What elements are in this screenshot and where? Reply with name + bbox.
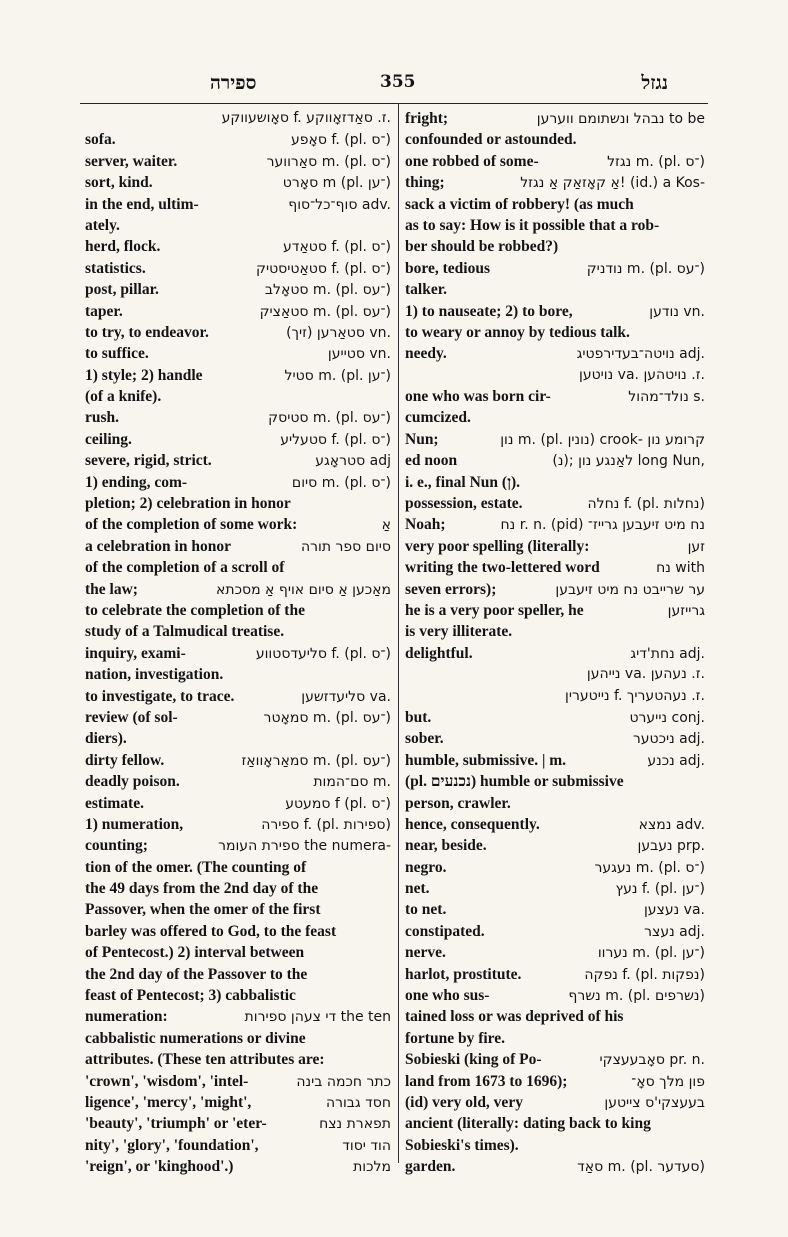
entry-line xyxy=(85,899,391,920)
entry-line xyxy=(85,664,391,685)
entry-line xyxy=(405,857,705,878)
hebrew-text: נשרף m. (pl. נשרפים) xyxy=(568,988,705,1005)
entry-line xyxy=(405,664,705,685)
entry-line xyxy=(85,686,391,707)
hebrew-text: נפקה f. (pl. נפקות) xyxy=(584,966,705,983)
english-text: pletion; 2) celebration in honor xyxy=(85,495,291,513)
english-text: is very illiterate. xyxy=(405,623,513,641)
entry-line xyxy=(85,536,391,557)
english-text: delightful. xyxy=(405,644,473,662)
english-text: net. xyxy=(405,880,430,898)
hebrew-text: נעץ f. (pl. ־ען) xyxy=(615,881,705,898)
hebrew-text: סטראָגע adj xyxy=(315,453,391,470)
hebrew-text: סאַד m. (pl. סעדער) xyxy=(577,1159,705,1176)
english-text: rush. xyxy=(85,409,120,427)
entry-line xyxy=(405,1092,705,1113)
english-text: 1) style; 2) handle xyxy=(85,366,203,384)
english-text: one robbed of some- xyxy=(405,152,539,170)
english-text: counting; xyxy=(85,837,148,855)
column-divider xyxy=(398,103,399,1163)
english-text: but. xyxy=(405,708,432,726)
header-rule xyxy=(80,103,708,104)
entry-line xyxy=(85,236,391,257)
hebrew-text: נון m. (pl. נונין) crook- קרומע נון xyxy=(500,431,705,448)
entry-line xyxy=(405,258,705,279)
hebrew-text: נולד־מהול s. xyxy=(628,389,705,406)
hebrew-text: ספירת העומר the numera- xyxy=(218,838,391,855)
left-running-head: ספירה xyxy=(210,72,257,94)
entry-line xyxy=(405,108,705,129)
entry-line xyxy=(405,450,705,471)
hebrew-text: מלכות xyxy=(353,1159,391,1176)
english-text: feast of Pentecost; 3) cabbalistic xyxy=(85,987,296,1005)
english-text: barley was offered to God, to the feast xyxy=(85,922,337,940)
right-running-head: נגזל xyxy=(641,72,668,94)
english-text: to suffice. xyxy=(85,345,149,363)
hebrew-text: סטאָלב m. (pl. ־עס) xyxy=(264,282,391,299)
entry-line xyxy=(85,343,391,364)
english-text: Passover, when the omer of the first xyxy=(85,901,321,919)
hebrew-text: (נ); לאַנגע נון long Nun, xyxy=(552,453,705,470)
hebrew-text: סמעטע f (pl. ־ס) xyxy=(285,795,391,812)
english-text: nity', 'glory', 'foundation', xyxy=(85,1136,259,1154)
hebrew-text: נערוו m. (pl. ־ען) xyxy=(597,945,705,962)
english-text: sober. xyxy=(405,730,444,748)
entry-line xyxy=(405,985,705,1006)
entry-line xyxy=(85,835,391,856)
english-text: taper. xyxy=(85,302,123,320)
hebrew-text: סמאָטר m. (pl. ־עס) xyxy=(263,709,391,726)
entry-line xyxy=(405,921,705,942)
english-text: one who was born cir- xyxy=(405,388,551,406)
hebrew-text: נודניק m. (pl. ־עס) xyxy=(586,260,705,277)
english-text: ceiling. xyxy=(85,430,132,448)
hebrew-text: נחלה f. (pl. נחלות) xyxy=(587,496,705,513)
entry-line xyxy=(85,172,391,193)
entry-line xyxy=(405,343,705,364)
english-text: i. e., final Nun (ן). xyxy=(405,473,521,491)
entry-line xyxy=(405,407,705,428)
english-text: sofa. xyxy=(85,131,116,149)
entry-line xyxy=(405,536,705,557)
entry-line xyxy=(405,707,705,728)
english-text: to weary or annoy by tedious talk. xyxy=(405,323,630,341)
entry-line xyxy=(85,514,391,535)
entry-line xyxy=(405,814,705,835)
english-text: he is a very poor speller, he xyxy=(405,601,584,619)
entry-line xyxy=(85,301,391,322)
english-text: ligence', 'mercy', 'might', xyxy=(85,1093,252,1111)
right-column xyxy=(405,108,705,1178)
hebrew-text: סטיל m. (pl. ־ען) xyxy=(284,367,391,384)
entry-line xyxy=(85,964,391,985)
entry-line xyxy=(85,365,391,386)
english-text: ately. xyxy=(85,216,120,234)
english-text: 'beauty', 'triumph' or 'eter- xyxy=(85,1115,267,1133)
entry-line xyxy=(85,600,391,621)
hebrew-text: כתר חכמה בינה xyxy=(296,1073,391,1090)
english-text: 1) to nauseate; 2) to bore, xyxy=(405,302,573,320)
english-text: Nun; xyxy=(405,430,439,448)
english-text: 1) numeration, xyxy=(85,815,184,833)
entry-line xyxy=(85,1156,391,1177)
entry-line xyxy=(405,172,705,193)
english-text: review (of sol- xyxy=(85,708,178,726)
english-text: to investigate, to trace. xyxy=(85,687,235,705)
entry-line xyxy=(405,750,705,771)
hebrew-text: נויטה־בעדירפטיג adj. xyxy=(576,346,705,363)
entry-line xyxy=(85,1092,391,1113)
english-text: server, waiter. xyxy=(85,152,178,170)
english-text: fright; xyxy=(405,110,449,127)
entry-line xyxy=(85,407,391,428)
entry-line xyxy=(405,472,705,493)
hebrew-text: נכנע adj. xyxy=(647,752,705,769)
entry-line xyxy=(85,493,391,514)
hebrew-text: נודען vn. xyxy=(649,303,705,320)
entry-line xyxy=(85,472,391,493)
entry-line xyxy=(405,899,705,920)
hebrew-text: פון מלך סאָ־ xyxy=(631,1073,705,1090)
entry-line xyxy=(405,600,705,621)
english-text: study of a Talmudical treatise. xyxy=(85,623,285,641)
english-text: cabbalistic numerations or divine xyxy=(85,1029,306,1047)
english-text: nation, investigation. xyxy=(85,666,224,684)
english-text: one who sus- xyxy=(405,987,490,1005)
english-text: writing the two-lettered word xyxy=(405,559,600,577)
english-text: ed noon xyxy=(405,452,458,470)
entry-line xyxy=(405,1156,705,1177)
hebrew-text: נח r. n. (pid) נח מיט זיעבען גרייז־ xyxy=(500,517,705,534)
entry-line xyxy=(85,621,391,642)
entry-line xyxy=(85,151,391,172)
hebrew-text: נמצא adv. xyxy=(638,816,705,833)
english-text: deadly poison. xyxy=(85,773,180,791)
entry-line xyxy=(85,1135,391,1156)
hebrew-text: נח with xyxy=(656,560,705,577)
english-text: fortune by fire. xyxy=(405,1029,506,1047)
english-text: cumcized. xyxy=(405,409,471,427)
entry-line xyxy=(85,878,391,899)
english-text: attributes. (These ten attributes are: xyxy=(85,1051,325,1069)
entry-line xyxy=(405,793,705,814)
english-text: Noah; xyxy=(405,516,446,534)
hebrew-text: אַ xyxy=(381,517,391,534)
entry-line xyxy=(405,1006,705,1027)
entry-line xyxy=(405,1071,705,1092)
entry-line xyxy=(85,322,391,343)
english-text: inquiry, exami- xyxy=(85,644,186,662)
hebrew-text: בעעצקי'ס צייטען xyxy=(604,1094,705,1111)
english-text: of the completion of some work: xyxy=(85,516,298,534)
entry-line xyxy=(85,750,391,771)
entry-line xyxy=(405,964,705,985)
english-text: statistics. xyxy=(85,259,146,277)
english-text: dirty fellow. xyxy=(85,751,165,769)
hebrew-text: סמאַראָוואַז m. (pl. ־עס) xyxy=(241,752,391,769)
english-text: numeration: xyxy=(85,1008,168,1026)
hebrew-text: נייהען va. ז. נעהען. xyxy=(586,666,705,683)
english-text: diers). xyxy=(85,730,127,748)
hebrew-text: סאָפע f. (pl. ־ס) xyxy=(291,132,391,149)
english-text: very poor spelling (literally: xyxy=(405,537,590,555)
english-text: 1) ending, com- xyxy=(85,473,188,491)
entry-line xyxy=(85,279,391,300)
english-text: nerve. xyxy=(405,944,446,962)
entry-line xyxy=(405,365,705,386)
hebrew-text: חסד גבורה xyxy=(325,1094,391,1111)
hebrew-text: נגזל m. (pl. ־ס) xyxy=(607,153,705,170)
hebrew-text: סיום m. (pl. ־ס) xyxy=(291,474,391,491)
entry-line xyxy=(405,1049,705,1070)
entry-line xyxy=(85,557,391,578)
hebrew-text: נייערט conj. xyxy=(629,709,705,726)
entry-line xyxy=(85,386,391,407)
hebrew-text: סאָבעעצקי pr. n. xyxy=(599,1052,705,1069)
entry-line xyxy=(405,279,705,300)
english-text: of Pentecost.) 2) interval between xyxy=(85,944,305,962)
entry-line xyxy=(85,1071,391,1092)
entry-line xyxy=(85,857,391,878)
entry-line xyxy=(405,878,705,899)
entry-line xyxy=(405,686,705,707)
hebrew-text: מאַכען אַ סיום אויף אַ מסכתא xyxy=(216,581,391,598)
english-text: garden. xyxy=(405,1158,456,1176)
hebrew-text: נחת'דיג adj. xyxy=(630,645,705,662)
english-text: the 49 days from the 2nd day of the xyxy=(85,880,319,898)
english-text: thing; xyxy=(405,174,445,192)
english-text: to try, to endeavor. xyxy=(85,323,209,341)
english-text: in the end, ultim- xyxy=(85,195,199,213)
entry-line xyxy=(85,1006,391,1027)
entry-line xyxy=(405,322,705,343)
english-text: (pl. נכנעים) humble or submissive xyxy=(405,773,624,791)
entry-line xyxy=(85,921,391,942)
hebrew-text: הוד יסוד xyxy=(342,1137,391,1154)
hebrew-text: סטאַרען (זיך) vn. xyxy=(286,324,391,341)
hebrew-text: סאָושעווקע f. ז. סאַדזאָווקע. xyxy=(221,110,391,126)
english-text: ancient (literally: dating back to king xyxy=(405,1115,651,1133)
entry-line xyxy=(85,707,391,728)
hebrew-text: גרייזען xyxy=(667,602,705,619)
entry-line xyxy=(85,771,391,792)
hebrew-text: נייטערין f. ז. נעהטעריך. xyxy=(565,687,705,704)
english-text: needy. xyxy=(405,345,447,363)
entry-line xyxy=(405,194,705,215)
entry-line xyxy=(85,942,391,963)
english-text: a celebration in honor xyxy=(85,537,231,555)
entry-line xyxy=(85,1113,391,1134)
hebrew-text: סליעדזשען va. xyxy=(301,688,391,705)
entry-line xyxy=(405,429,705,450)
entry-line xyxy=(405,151,705,172)
english-text: (id) very old, very xyxy=(405,1093,523,1111)
english-text: as to say: How is it possible that a rob- xyxy=(405,216,660,234)
entry-line xyxy=(405,1113,705,1134)
left-column xyxy=(85,108,391,1178)
hebrew-text: תפארת נצח xyxy=(319,1116,391,1133)
entry-line xyxy=(85,450,391,471)
entry-line xyxy=(405,129,705,150)
english-text: (of a knife). xyxy=(85,388,162,406)
english-text: negro. xyxy=(405,858,447,876)
english-text: the law; xyxy=(85,580,138,598)
english-text: 'reign', or 'kinghood'.) xyxy=(85,1158,234,1176)
entry-line xyxy=(85,1028,391,1049)
entry-line xyxy=(85,108,391,129)
entry-line xyxy=(85,258,391,279)
hebrew-text: סיום ספר תורה xyxy=(300,538,391,555)
entry-line xyxy=(85,215,391,236)
entry-line xyxy=(405,771,705,792)
hebrew-text: סטעליע f. (pl. ־ס) xyxy=(280,431,391,448)
english-text: person, crawler. xyxy=(405,794,511,812)
english-text: sack a victim of robbery! (as much xyxy=(405,195,634,213)
english-text: bore, tedious xyxy=(405,259,490,277)
hebrew-text: זען xyxy=(687,538,705,555)
entry-line xyxy=(405,621,705,642)
hebrew-text: סאָרט m (pl. ־ען) xyxy=(282,175,391,192)
hebrew-text: סליעדסטווע f. (pl. ־ס) xyxy=(255,645,391,662)
entry-line xyxy=(85,429,391,450)
entry-line xyxy=(405,835,705,856)
entry-line xyxy=(405,942,705,963)
english-text: possession, estate. xyxy=(405,495,523,513)
hebrew-text: נבהל ונשתומם ווערען to be xyxy=(536,111,705,127)
hebrew-text: נעצען va. xyxy=(643,902,705,919)
hebrew-text: סטייען vn. xyxy=(327,346,391,363)
english-text: harlot, prostitute. xyxy=(405,965,522,983)
hebrew-text: ניכטער adj. xyxy=(632,731,705,748)
hebrew-text: סם־המות m. xyxy=(313,774,391,791)
english-text: talker. xyxy=(405,281,448,299)
entry-line xyxy=(405,215,705,236)
entry-line xyxy=(405,728,705,749)
entry-line xyxy=(85,129,391,150)
hebrew-text: נעצר adj. xyxy=(644,923,705,940)
english-text: seven errors); xyxy=(405,580,497,598)
english-text: sort, kind. xyxy=(85,174,153,192)
hebrew-text: נעבען prp. xyxy=(637,838,705,855)
entry-line xyxy=(405,514,705,535)
entry-line xyxy=(405,386,705,407)
entry-line xyxy=(85,643,391,664)
entry-line xyxy=(85,985,391,1006)
entry-line xyxy=(405,236,705,257)
hebrew-text: ספירה f. (pl. ספירות) xyxy=(261,816,391,833)
english-text: 'crown', 'wisdom', 'intel- xyxy=(85,1072,249,1090)
hebrew-text: נעגער m. (pl. ־ס) xyxy=(594,859,705,876)
english-text: to net. xyxy=(405,901,447,919)
entry-line xyxy=(85,194,391,215)
page-number: 355 xyxy=(380,72,416,92)
english-text: post, pillar. xyxy=(85,281,159,299)
english-text: herd, flock. xyxy=(85,238,161,256)
english-text: Sobieski (king of Po- xyxy=(405,1051,542,1069)
hebrew-text: סטאַציק m. (pl. ־עס) xyxy=(259,303,391,320)
entry-line xyxy=(85,579,391,600)
entry-line xyxy=(85,814,391,835)
hebrew-text: ער שרייבט נח מיט זיעבען xyxy=(555,581,705,598)
english-text: of the completion of a scroll of xyxy=(85,559,285,577)
english-text: to celebrate the completion of the xyxy=(85,601,305,619)
entry-line xyxy=(405,301,705,322)
english-text: humble, submissive. | m. xyxy=(405,751,567,769)
hebrew-text: סאַרווער m. (pl. ־ס) xyxy=(266,153,391,170)
entry-line xyxy=(405,1028,705,1049)
english-text: the 2nd day of the Passover to the xyxy=(85,965,308,983)
hebrew-text: סטאַטיסטיק f. (pl. ־ס) xyxy=(256,260,391,277)
entry-line xyxy=(405,557,705,578)
entry-line xyxy=(85,793,391,814)
english-text: tion of the omer. (The counting of xyxy=(85,858,307,876)
hebrew-text: אַ קאָזאַק אַ נגזל! (id.) a Kos- xyxy=(520,175,705,192)
hebrew-text: סטיסק m. (pl. ־עס) xyxy=(268,410,391,427)
english-text: estimate. xyxy=(85,794,144,812)
entry-line xyxy=(405,643,705,664)
hebrew-text: נויטען va. ז. נויטהען. xyxy=(579,366,705,383)
entry-line xyxy=(405,579,705,600)
english-text: hence, consequently. xyxy=(405,815,540,833)
english-text: Sobieski's times). xyxy=(405,1136,519,1154)
english-text: tained loss or was deprived of his xyxy=(405,1008,624,1026)
english-text: land from 1673 to 1696); xyxy=(405,1072,568,1090)
hebrew-text: סוף־כל־סוף adv. xyxy=(288,196,391,213)
page-header xyxy=(80,68,708,98)
entry-line xyxy=(85,728,391,749)
entry-line xyxy=(85,1049,391,1070)
english-text: severe, rigid, strict. xyxy=(85,452,212,470)
entry-line xyxy=(405,493,705,514)
english-text: confounded or astounded. xyxy=(405,131,577,149)
entry-line xyxy=(405,1135,705,1156)
english-text: constipated. xyxy=(405,922,485,940)
hebrew-text: סטאַדע f. (pl. ־ס) xyxy=(283,239,391,256)
english-text: ber should be robbed?) xyxy=(405,238,559,256)
hebrew-text: די צעהן ספירות the ten xyxy=(244,1009,391,1026)
english-text: near, beside. xyxy=(405,837,487,855)
